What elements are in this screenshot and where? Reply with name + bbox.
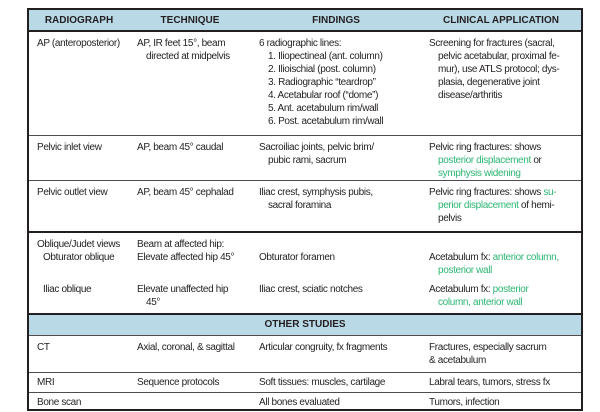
cell-ct-technique: Axial, coronal, & sagittal <box>137 342 235 353</box>
cell-iliac-findings: Iliac crest, sciatic notches <box>259 284 363 295</box>
cell-inlet-technique: AP, beam 45° caudal <box>137 142 224 153</box>
cell-obturator-radiograph: Obturator oblique <box>43 252 115 263</box>
cell-mri-findings: Soft tissues: muscles, cartilage <box>259 377 386 388</box>
table-row-bone-scan <box>29 392 581 409</box>
cell-bone-scan-findings: All bones evaluated <box>259 397 340 408</box>
cell-ct-radiograph: CT <box>37 342 50 353</box>
cell-judet-radiograph: Oblique/Judet views <box>37 239 120 250</box>
pelvic-radiograph-table <box>27 8 583 411</box>
cell-obturator-clinical: Acetabulum fx: anterior column, posterior wall <box>429 252 559 276</box>
table-row-judet-views <box>29 231 581 313</box>
table-row-mri <box>29 372 581 392</box>
cell-mri-technique: Sequence protocols <box>137 377 220 388</box>
column-header-radiograph: RADIOGRAPH <box>44 14 114 26</box>
other-studies-section-header: OTHER STUDIES <box>29 313 581 336</box>
cell-inlet-findings: Sacroiliac joints, pelvic brim/ pubic rami, sacrum <box>259 142 374 166</box>
cell-judet-clinical-empty <box>421 238 581 251</box>
cell-ap-technique: AP, IR feet 15°, beam directed at midpelvis <box>137 38 230 62</box>
cell-judet-findings-empty <box>251 238 421 251</box>
cell-ap-clinical: Screening for fractures (sacral, pelvic acetabular, proximal fe- mur), use ATLS protocol; dys- plasia, degenerative joint disease/arthritis <box>429 38 560 101</box>
cell-judet-technique: Beam at affected hip: <box>137 239 224 250</box>
cell-bone-scan-radiograph: Bone scan <box>37 397 82 408</box>
column-header-findings: FINDINGS <box>312 14 360 26</box>
judet-obturator-subrow <box>29 251 581 277</box>
cell-inlet-radiograph: Pelvic inlet view <box>37 142 102 153</box>
cell-iliac-technique: Elevate unaffected hip 45° <box>137 284 229 308</box>
column-header-technique: TECHNIQUE <box>160 14 220 26</box>
table-row-pelvic-outlet <box>29 180 581 231</box>
table-row-pelvic-inlet <box>29 135 581 180</box>
cell-mri-radiograph: MRI <box>37 377 55 388</box>
table-header-row <box>29 10 581 32</box>
cell-inlet-clinical: Pelvic ring fractures: shows posterior displacement or symphysis widening <box>429 142 542 179</box>
cell-ct-findings: Articular congruity, fx fragments <box>259 342 388 353</box>
table-row-ap <box>29 32 581 135</box>
cell-outlet-technique: AP, beam 45° cephalad <box>137 187 234 198</box>
column-header-clinical-application: CLINICAL APPLICATION <box>443 14 559 26</box>
cell-ap-radiograph: AP (anteroposterior) <box>37 38 120 49</box>
cell-mri-clinical: Labral tears, tumors, stress fx <box>429 377 550 388</box>
cell-obturator-technique: Elevate affected hip 45° <box>137 252 235 263</box>
cell-iliac-radiograph: Iliac oblique <box>43 284 92 295</box>
judet-iliac-subrow <box>29 283 581 309</box>
table-row-ct <box>29 336 581 372</box>
cell-outlet-findings: Iliac crest, symphysis pubis, sacral foramina <box>259 187 373 211</box>
cell-bone-scan-clinical: Tumors, infection <box>429 397 500 408</box>
cell-bone-scan-technique <box>129 393 251 409</box>
cell-outlet-radiograph: Pelvic outlet view <box>37 187 108 198</box>
cell-ct-clinical: Fractures, especially sacrum & acetabulum <box>429 342 547 366</box>
judet-head-subrow <box>29 238 581 251</box>
cell-ap-findings: 6 radiographic lines: 1. Iliopectineal (ant. column) 2. Ilioischial (post. column) 3. Radiographic “teardrop” 4. Acetabular roof (“dome”) 5. Ant. acetabulum rim/wall 6. Post. acetabulum rim/wall <box>259 38 384 127</box>
cell-outlet-clinical: Pelvic ring fractures: shows su- perior displacement of hemi- pelvis <box>429 187 557 224</box>
cell-iliac-clinical: Acetabulum fx: posterior column, anterior wall <box>429 284 529 308</box>
cell-obturator-findings: Obturator foramen <box>259 252 335 263</box>
